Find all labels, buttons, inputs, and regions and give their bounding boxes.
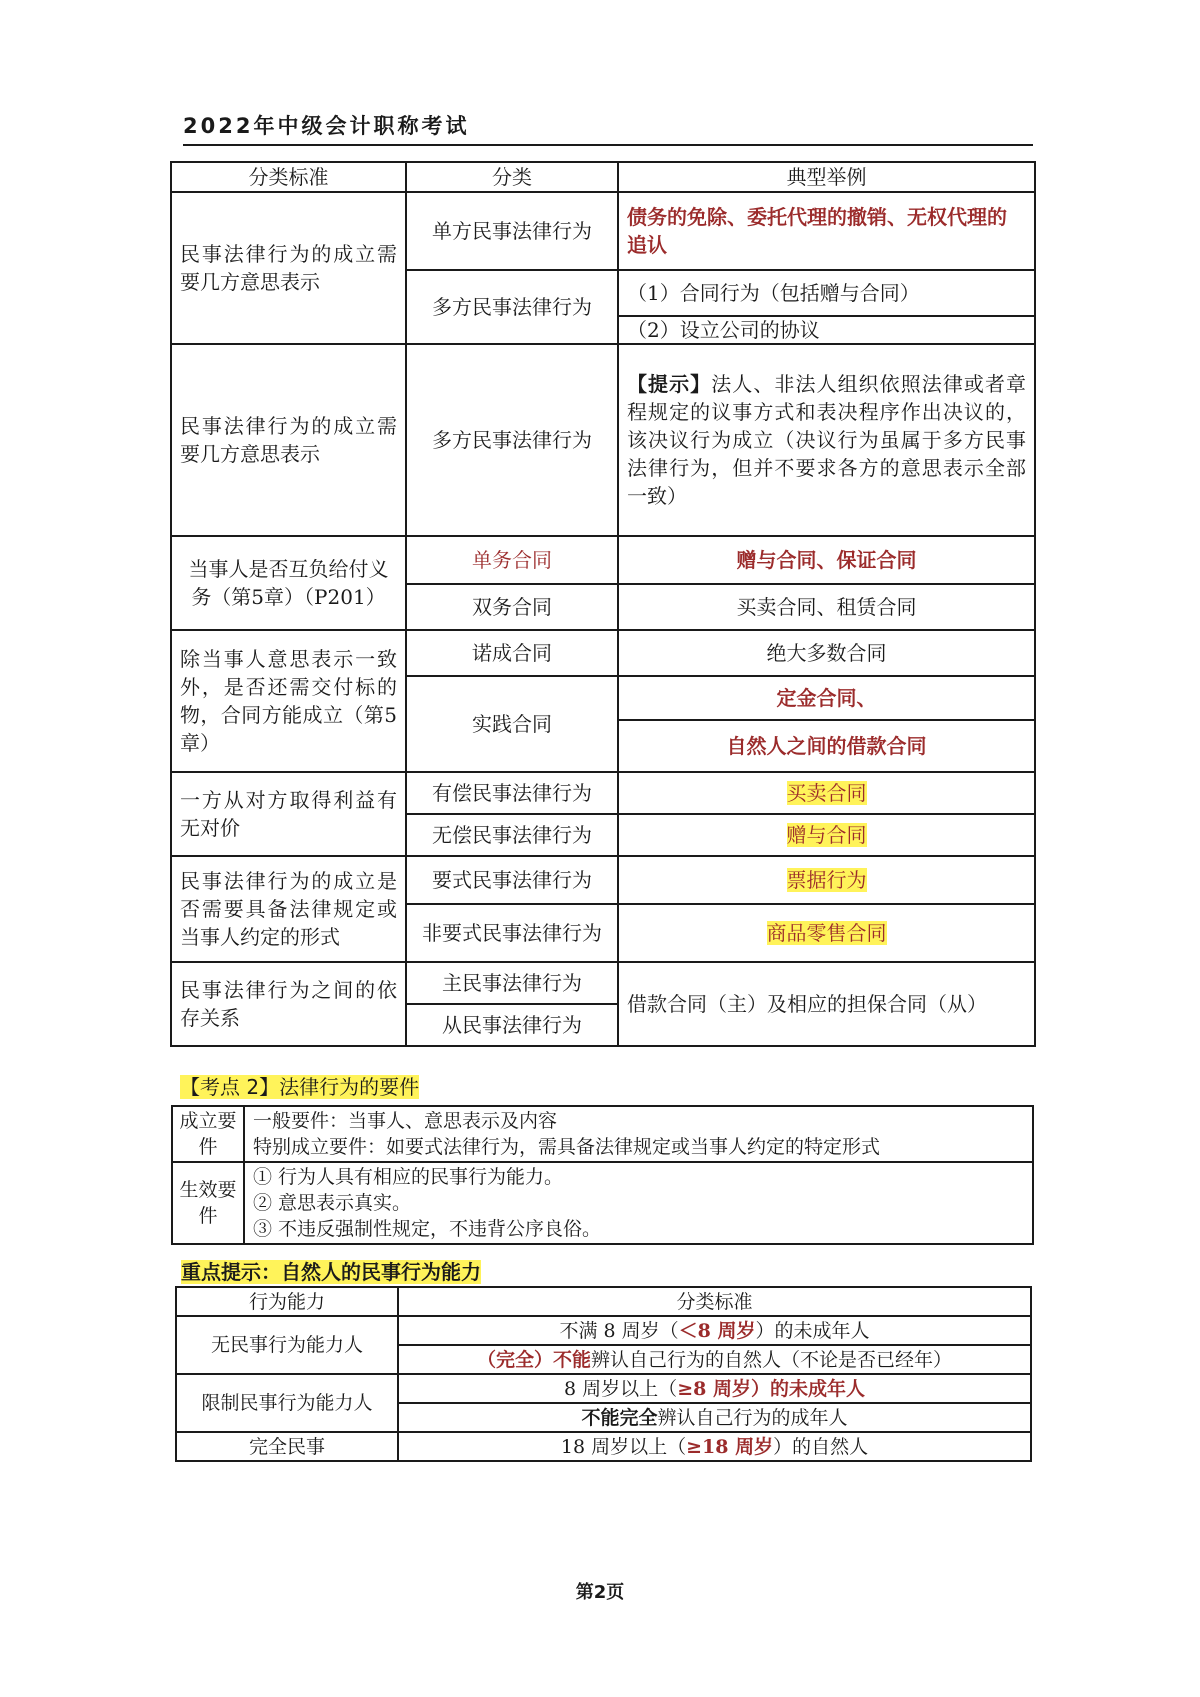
table-row [176,1316,1031,1345]
text-span: 8 周岁以上（ [564,1377,678,1400]
type-cell: 非要式民事法律行为 [406,904,618,962]
criterion-cell: 民事法律行为之间的依存关系 [171,962,406,1046]
example-cell [618,814,1035,856]
capacity-table [175,1286,1032,1462]
type-cell: 从民事法律行为 [406,1004,618,1046]
table-row [171,344,1035,536]
header-example: 典型举例 [618,162,1035,192]
page-number: 第2页 [575,1582,625,1603]
table-row [171,536,1035,584]
classification-table [170,161,1036,1047]
table-row [171,630,1035,676]
type-cell: 单务合同 [406,536,618,584]
requirement-line: 特别成立要件：如要式法律行为，需具备法律规定或当事人约定的特定形式 [253,1136,881,1158]
example-cell: （1）合同行为（包括赠与合同） [618,270,1035,316]
example-cell: 自然人之间的借款合同 [618,720,1035,772]
highlighted-example: 赠与合同 [786,823,867,847]
requirement-content [244,1106,1033,1162]
requirement-line: ① 行为人具有相应的民事行为能力。 [253,1166,564,1188]
example-cell [618,904,1035,962]
kaodian-title: 【考点 2】法律行为的要件 [180,1075,420,1099]
text-span: 不满 8 周岁（ [559,1319,679,1342]
type-cell: 主民事法律行为 [406,962,618,1004]
requirement-label: 生效要件 [172,1162,244,1244]
header-criterion: 分类标准 [171,162,406,192]
text-span: 辨认自己行为的自然人（不论是否已经年） [591,1348,953,1371]
highlighted-example: 商品零售合同 [766,921,887,945]
text-span: ）的自然人 [773,1435,869,1458]
tip-text: 法人、非法人组织依照法律或者章程规定的议事方式和表决程序作出决议的，该决议行为成立（决议行为虽属于多方民事法律行为，但并不要求各方的意思表示全部一致） [627,372,1027,508]
type-cell: 无偿民事法律行为 [406,814,618,856]
example-cell: 债务的免除、委托代理的撤销、无权代理的追认 [618,192,1035,270]
red-text: （完全）不能 [476,1348,591,1371]
requirements-table [171,1105,1034,1245]
type-cell: 双务合同 [406,584,618,630]
type-cell: 单方民事法律行为 [406,192,618,270]
table-row [171,772,1035,814]
red-text: ≥8 周岁）的未成年人 [677,1377,865,1400]
type-cell: 多方民事法律行为 [406,344,618,536]
table-header-row [176,1287,1031,1316]
zhongdian-title: 重点提示：自然人的民事行为能力 [181,1260,481,1284]
page-header: 2022年中级会计职称考试 [183,110,1033,146]
red-text: ＜8 周岁 [678,1319,756,1342]
table-row [176,1374,1031,1403]
criterion-cell: 民事法律行为的成立需要几方意思表示 [171,192,406,344]
criterion-cell: 民事法律行为的成立是否需要具备法律规定或当事人约定的形式 [171,856,406,962]
table-row [172,1106,1033,1162]
capacity-label: 无民事行为能力人 [176,1316,398,1374]
header-capacity: 行为能力 [176,1287,398,1316]
zhongdian-heading [181,1256,481,1285]
table-row [176,1432,1031,1461]
type-cell: 有偿民事法律行为 [406,772,618,814]
type-cell: 实践合同 [406,676,618,772]
text-span: 18 周岁以上（ [560,1435,687,1458]
type-cell: 诺成合同 [406,630,618,676]
example-cell: 定金合同、 [618,676,1035,720]
example-cell: 赠与合同、保证合同 [618,536,1035,584]
tip-label: 【提示】 [627,372,712,396]
table-row [171,962,1035,1004]
standard-cell [398,1345,1031,1374]
table-header-row [171,162,1035,192]
capacity-label: 限制民事行为能力人 [176,1374,398,1432]
standard-cell [398,1316,1031,1345]
type-cell: 要式民事法律行为 [406,856,618,904]
red-text: ≥18 周岁 [686,1435,774,1458]
requirement-label: 成立要件 [172,1106,244,1162]
standard-cell [398,1374,1031,1403]
text-span: 辨认自己行为的成年人 [657,1406,848,1429]
requirement-line: ③ 不违反强制性规定，不违背公序良俗。 [253,1218,602,1240]
standard-cell [398,1432,1031,1461]
requirement-content [244,1162,1033,1244]
criterion-cell: 民事法律行为的成立需要几方意思表示 [171,344,406,536]
table-row [171,192,1035,270]
example-cell: 买卖合同、租赁合同 [618,584,1035,630]
example-cell: （2）设立公司的协议 [618,316,1035,344]
header-standard: 分类标准 [398,1287,1031,1316]
table-row [172,1162,1033,1244]
criterion-cell: 一方从对方取得利益有无对价 [171,772,406,856]
requirement-line: 一般要件：当事人、意思表示及内容 [253,1110,558,1132]
text-span: ）的未成年人 [755,1319,870,1342]
example-cell [618,856,1035,904]
highlighted-example: 票据行为 [786,868,867,892]
bold-text: 不能完全 [581,1406,658,1429]
criterion-cell: 除当事人意思表示一致外，是否还需交付标的物，合同方能成立（第5章） [171,630,406,772]
highlighted-example: 买卖合同 [786,781,867,805]
kaodian-heading [180,1071,419,1100]
tip-cell [618,344,1035,536]
type-cell: 多方民事法律行为 [406,270,618,344]
requirement-line: ② 意思表示真实。 [253,1192,412,1214]
example-cell: 借款合同（主）及相应的担保合同（从） [618,962,1035,1046]
standard-cell [398,1403,1031,1432]
criterion-cell: 当事人是否互负给付义务（第5章）（P201） [171,536,406,630]
example-cell [618,772,1035,814]
capacity-label: 完全民事 [176,1432,398,1461]
header-type: 分类 [406,162,618,192]
table-row [171,856,1035,904]
example-cell: 绝大多数合同 [618,630,1035,676]
